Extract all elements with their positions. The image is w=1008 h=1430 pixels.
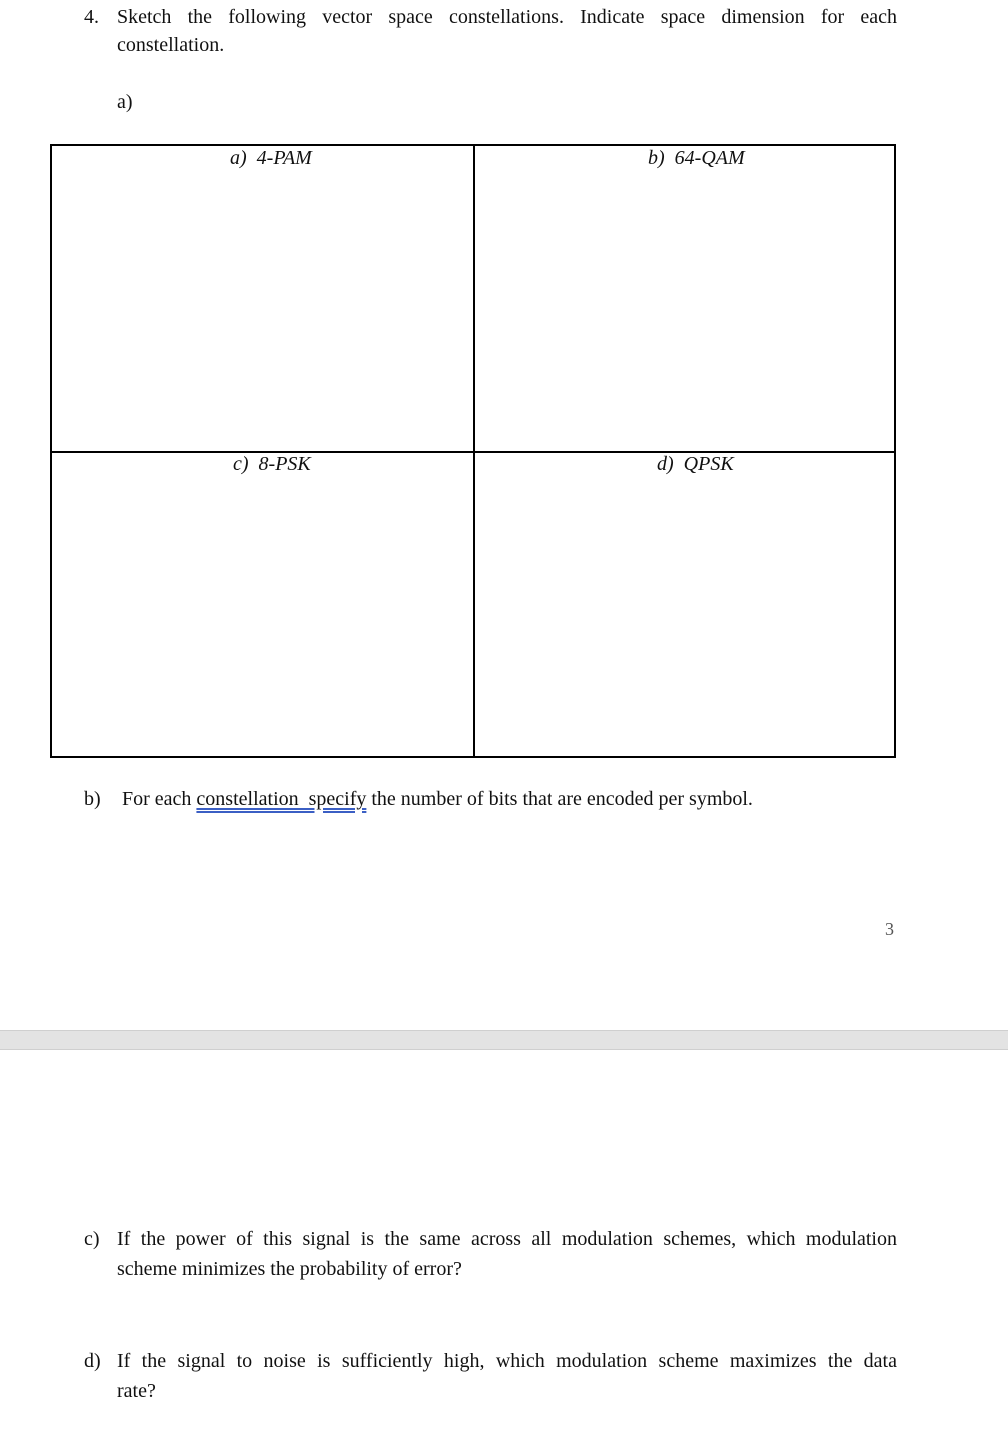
cell-label-8psk: c) 8-PSK [233, 453, 311, 475]
part-b-text-end: the number of bits that are encoded per symbol. [366, 788, 753, 810]
cell-label-64qam: b) 64-QAM [648, 147, 745, 169]
question-number: 4. [84, 6, 99, 28]
part-d-label: d) [84, 1350, 101, 1372]
part-b-text-start: For each [122, 788, 197, 810]
part-c-label: c) [84, 1228, 100, 1250]
part-b-label: b) [84, 788, 101, 810]
constellation-grid [50, 144, 896, 758]
part-b-text [122, 785, 753, 813]
part-d-text-line1: If the signal to noise is sufficiently high, which modulation scheme maximizes the data [117, 1350, 897, 1372]
grid-horizontal-divider [52, 451, 894, 453]
page-break-separator [0, 1030, 1008, 1050]
cell-label-qpsk: d) QPSK [657, 453, 734, 475]
question-text-line1: Sketch the following vector space constellations. Indicate space dimension for each [117, 6, 897, 28]
part-b-spellcheck-underline: constellation specify [196, 788, 367, 810]
cell-label-4pam: a) 4-PAM [230, 147, 312, 169]
part-a-label: a) [117, 91, 133, 113]
question-text-line2: constellation. [117, 34, 225, 56]
part-c-text-line2: scheme minimizes the probability of error? [117, 1258, 462, 1280]
part-d-text-line2: rate? [117, 1380, 156, 1402]
page-number: 3 [885, 919, 894, 939]
part-c-text-line1: If the power of this signal is the same across all modulation schemes, which modulation [117, 1228, 897, 1250]
